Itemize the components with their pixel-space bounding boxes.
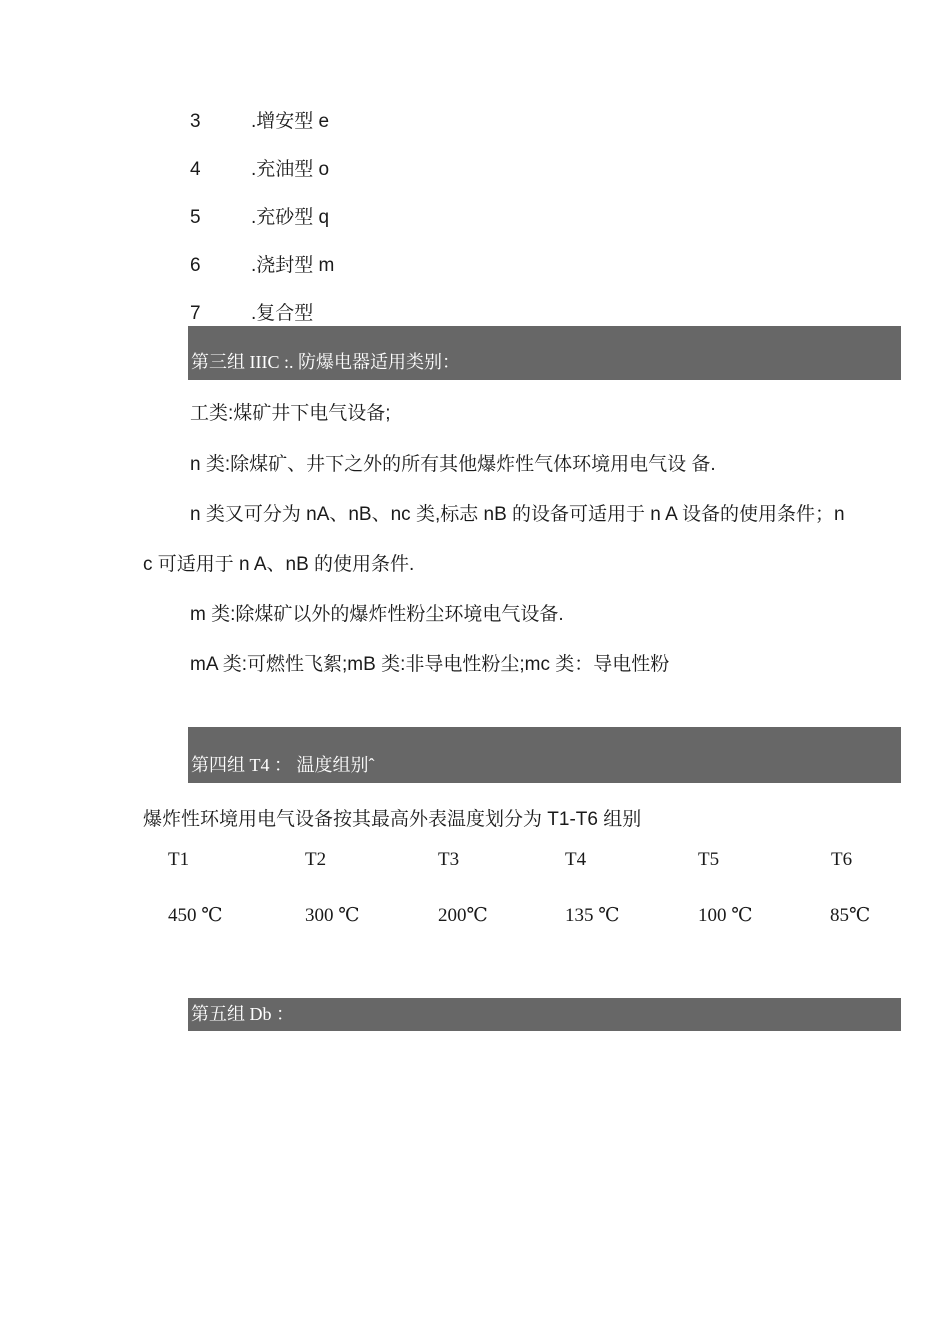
paragraph-class-ii-subtypes-cont: c 可适用于 n A、nB 的使用条件. xyxy=(143,554,415,575)
paragraph-class-iii-subtypes: mA 类:可燃性飞絮;mB 类:非导电性粉尘;mc 类：导电性粉 xyxy=(190,654,670,675)
temperature-class-header: T4 xyxy=(565,849,587,870)
group5-heading: 第五组 Db ： xyxy=(191,1004,294,1024)
paragraph-class-ii-subtypes: n 类又可分为 nA、nB、nc 类,标志 nB 的设备可适用于 n A 设备的使用条件；n xyxy=(190,504,845,525)
group5-heading-bar xyxy=(188,998,901,1031)
group3-heading: 第三组 IIIC :. 防爆电器适用类别： xyxy=(191,352,460,372)
temperature-description: 爆炸性环境用电气设备按其最高外表温度划分为 T1-T6 组别 xyxy=(143,809,642,830)
list-item-text: .增安型 e xyxy=(251,111,330,132)
group3-heading-bar xyxy=(188,326,901,380)
temperature-value: 85℃ xyxy=(830,905,871,926)
group4-heading-bar xyxy=(188,727,901,783)
list-item-number: 5 xyxy=(190,207,201,228)
list-item-number: 4 xyxy=(190,159,201,180)
list-item-number: 7 xyxy=(190,303,201,324)
temperature-class-header: T3 xyxy=(438,849,460,870)
list-item-text: .复合型 xyxy=(251,303,314,324)
temperature-class-header: T1 xyxy=(168,849,190,870)
temperature-value: 200℃ xyxy=(438,905,488,926)
temperature-value: 100 ℃ xyxy=(698,905,753,926)
temperature-value: 450 ℃ xyxy=(168,905,223,926)
list-item-number: 6 xyxy=(190,255,201,276)
list-item-number: 3 xyxy=(190,111,201,132)
group4-heading: 第四组 T4 ： 温度组别ˆ xyxy=(191,755,375,775)
temperature-class-header: T2 xyxy=(305,849,327,870)
temperature-value: 300 ℃ xyxy=(305,905,360,926)
list-item-text: .充油型 o xyxy=(251,159,330,180)
temperature-class-header: T6 xyxy=(831,849,853,870)
temperature-class-header: T5 xyxy=(698,849,720,870)
list-item-text: .充砂型 q xyxy=(251,207,330,228)
paragraph-class-iii: m 类:除煤矿以外的爆炸性粉尘环境电气设备. xyxy=(190,604,564,625)
temperature-value: 135 ℃ xyxy=(565,905,620,926)
list-item-text: .浇封型 m xyxy=(251,255,335,276)
paragraph-class-ii: n 类:除煤矿、井下之外的所有其他爆炸性气体环境用电气设 备. xyxy=(190,454,716,475)
paragraph-class-i: 工类:煤矿井下电气设备; xyxy=(190,403,391,424)
